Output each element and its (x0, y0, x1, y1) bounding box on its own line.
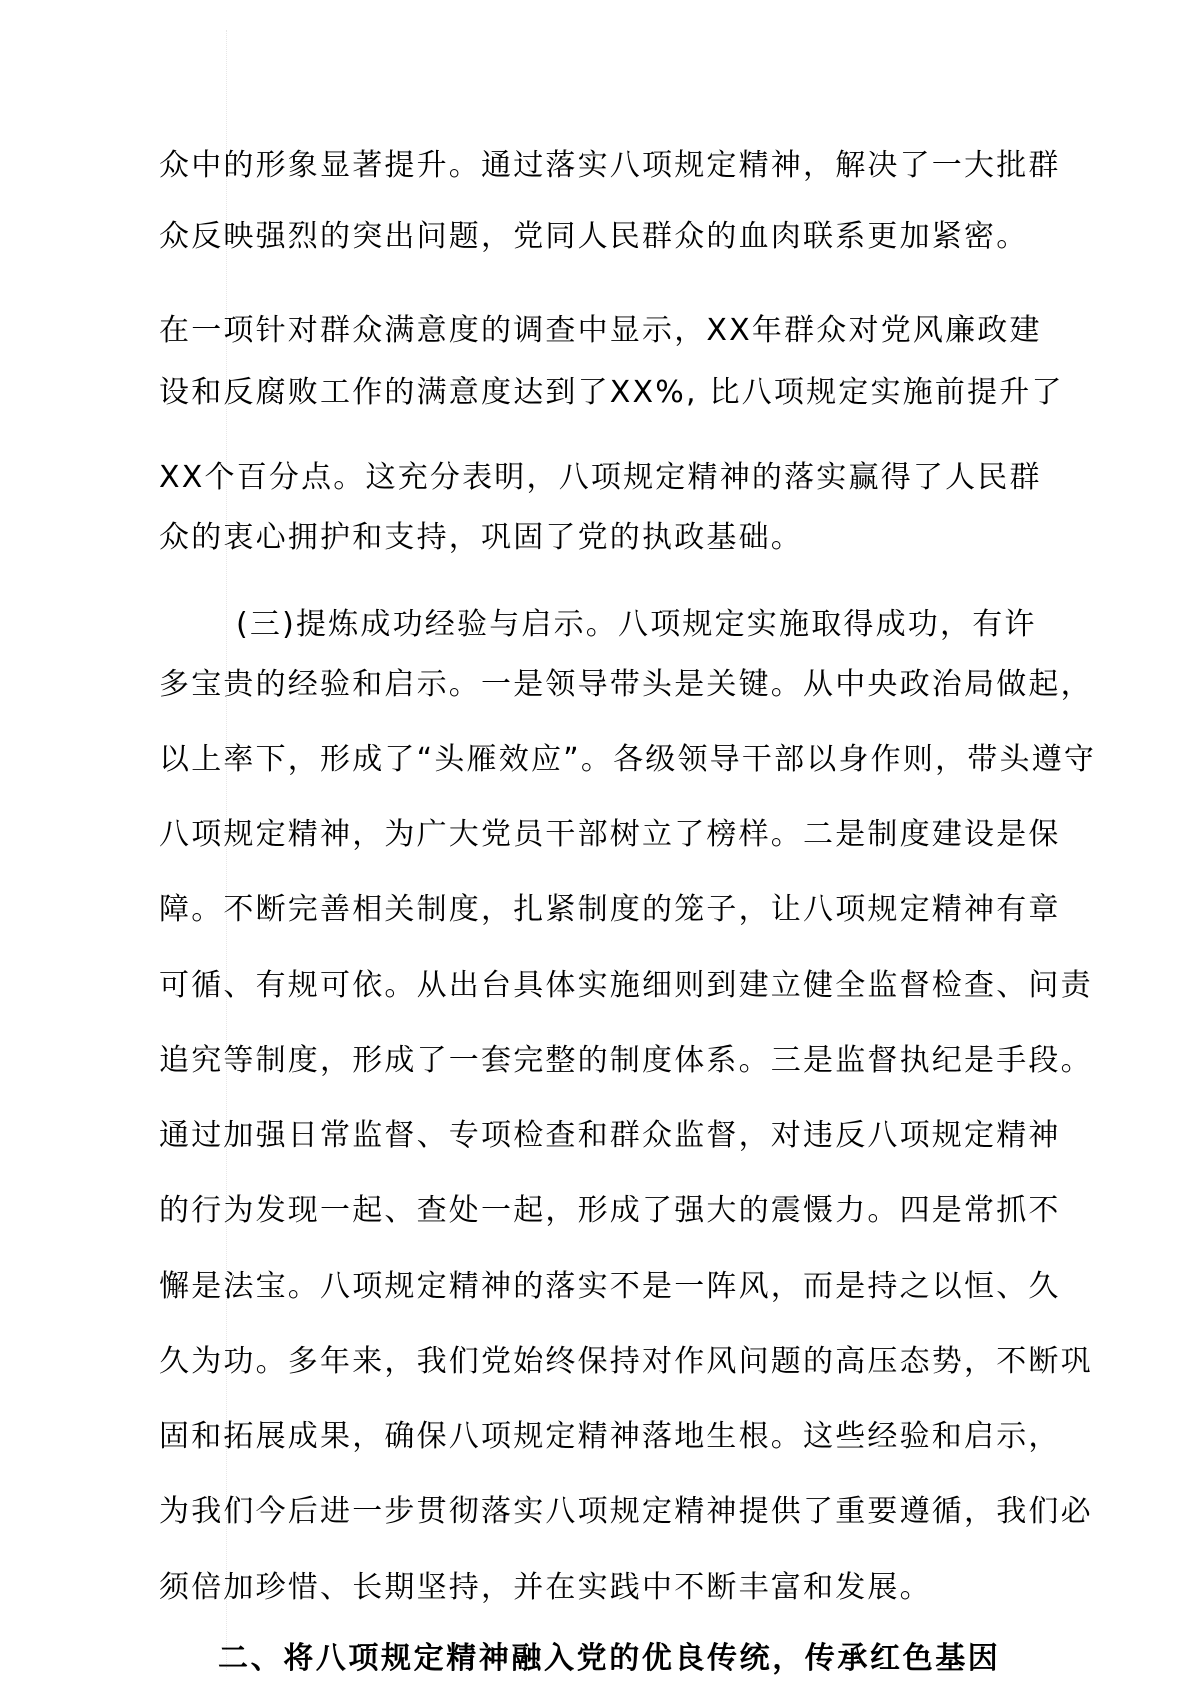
text-line: 多宝贵的经验和启示。一是领导带头是关键。从中央政治局做起， (159, 667, 1093, 702)
text-line: 以上率下，形成了“头雁效应”。各级领导干部以身作则，带头遵守 (159, 742, 1097, 777)
text-line: 八项规定精神，为广大党员干部树立了榜样。二是制度建设是保 (159, 817, 1061, 852)
text-line: 众中的形象显著提升。通过落实八项规定精神，解决了一大批群 (159, 148, 1061, 183)
text-line: 为我们今后进一步贯彻落实八项规定精神提供了重要遵循，我们必 (159, 1494, 1093, 1529)
text-line: 通过加强日常监督、专项检查和群众监督，对违反八项规定精神 (159, 1118, 1061, 1153)
text-line: 固和拓展成果，确保八项规定精神落地生根。这些经验和启示， (159, 1419, 1061, 1454)
text-line: 久为功。多年来，我们党始终保持对作风问题的高压态势，不断巩 (159, 1344, 1093, 1379)
text-line: 众的衷心拥护和支持，巩固了党的执政基础。 (159, 520, 803, 555)
text-line: (三)提炼成功经验与启示。八项规定实施取得成功，有许 (236, 607, 1037, 642)
text-line: 障。不断完善相关制度，扎紧制度的笼子，让八项规定精神有章 (159, 892, 1061, 927)
text-line: 的行为发现一起、查处一起，形成了强大的震慑力。四是常抓不 (159, 1193, 1061, 1228)
text-line: 可循、有规可依。从出台具体实施细则到建立健全监督检查、问责 (159, 968, 1093, 1003)
text-line: 懈是法宝。八项规定精神的落实不是一阵风，而是持之以恒、久 (159, 1269, 1061, 1304)
text-line: 在一项针对群众满意度的调查中显示，XX年群众对党风廉政建 (159, 313, 1042, 348)
text-line: 追究等制度，形成了一套完整的制度体系。三是监督执纪是手段。 (159, 1043, 1093, 1078)
text-line: 设和反腐败工作的满意度达到了XX%, 比八项规定实施前提升了 (159, 375, 1064, 410)
text-line: 须倍加珍惜、长期坚持，并在实践中不断丰富和发展。 (159, 1570, 932, 1605)
section-heading: 二、将八项规定精神融入党的优良传统，传承红色基因 (218, 1641, 1001, 1676)
text-line: XX个百分点。这充分表明，八项规定精神的落实赢得了人民群 (159, 460, 1042, 495)
text-line: 众反映强烈的突出问题，党同人民群众的血肉联系更加紧密。 (159, 219, 1029, 254)
